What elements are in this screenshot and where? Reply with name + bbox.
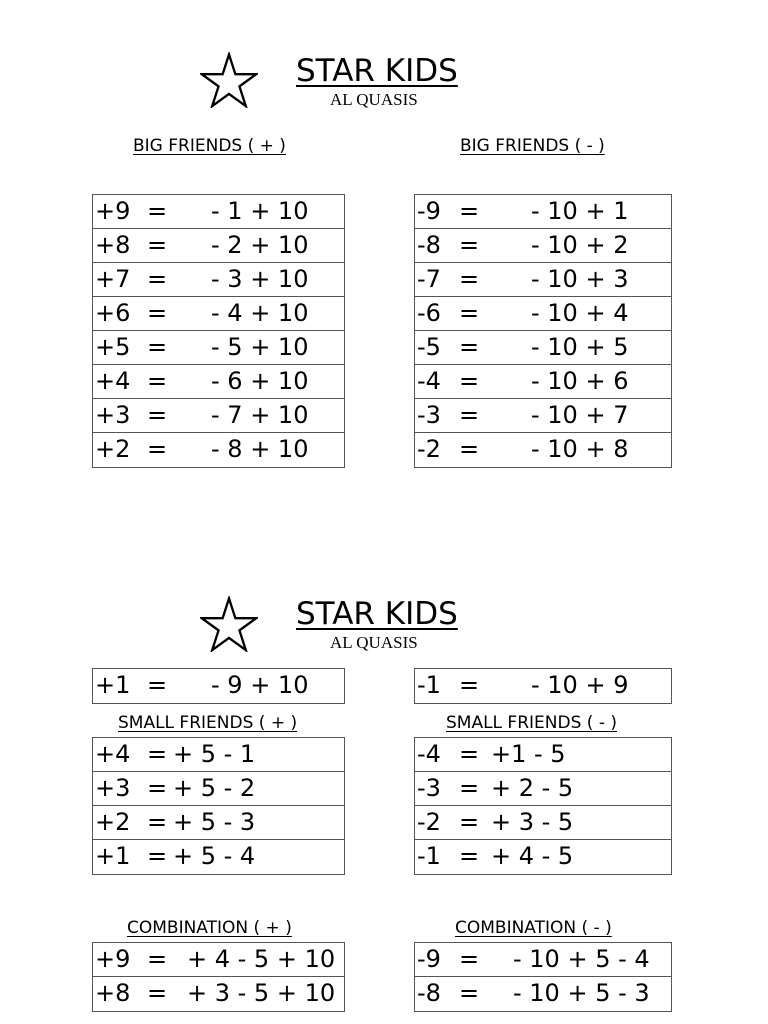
equation-lhs: -9 bbox=[417, 945, 441, 973]
equation-lhs: +1 bbox=[95, 842, 131, 870]
equation-lhs: +4 bbox=[95, 367, 131, 395]
table-row bbox=[93, 365, 344, 399]
equation-rhs: - 6 + 10 bbox=[211, 367, 309, 395]
big-friends-minus-table bbox=[414, 194, 672, 468]
equals-sign: = bbox=[459, 979, 480, 1007]
table-row bbox=[415, 772, 671, 806]
page-title: STAR KIDS bbox=[296, 53, 458, 89]
equation-rhs: - 8 + 10 bbox=[211, 435, 309, 463]
equation-lhs: +9 bbox=[95, 945, 131, 973]
combination-minus-table bbox=[414, 942, 672, 1012]
equals-sign: = bbox=[147, 401, 168, 429]
equation-rhs: - 10 + 5 - 4 bbox=[513, 945, 650, 973]
equation-lhs: +2 bbox=[95, 808, 131, 836]
equals-sign: = bbox=[147, 945, 168, 973]
table-row bbox=[415, 195, 671, 229]
table-row bbox=[415, 365, 671, 399]
star-icon bbox=[200, 596, 258, 652]
big-friends-plus-table bbox=[92, 194, 345, 468]
table-row bbox=[93, 399, 344, 433]
equation-rhs: - 10 + 8 bbox=[531, 435, 629, 463]
equation-rhs: + 5 - 2 bbox=[173, 774, 256, 802]
equation-rhs: + 2 - 5 bbox=[491, 774, 574, 802]
equation-rhs: - 5 + 10 bbox=[211, 333, 309, 361]
equation-lhs: -1 bbox=[417, 842, 441, 870]
table-row bbox=[93, 263, 344, 297]
equals-sign: = bbox=[459, 774, 480, 802]
table-row bbox=[415, 977, 671, 1011]
equals-sign: = bbox=[147, 231, 168, 259]
equation-lhs: -9 bbox=[417, 197, 441, 225]
equals-sign: = bbox=[459, 299, 480, 327]
equation-rhs: - 2 + 10 bbox=[211, 231, 309, 259]
table-row bbox=[93, 772, 344, 806]
equals-sign: = bbox=[147, 808, 168, 836]
table-row bbox=[415, 331, 671, 365]
equals-sign: = bbox=[459, 265, 480, 293]
equation-rhs: - 9 + 10 bbox=[211, 671, 309, 699]
equation-lhs: +9 bbox=[95, 197, 131, 225]
equation-lhs: -4 bbox=[417, 367, 441, 395]
equation-rhs: + 3 - 5 + 10 bbox=[187, 979, 336, 1007]
single-plus-table bbox=[92, 668, 345, 704]
table-row bbox=[415, 738, 671, 772]
combination-minus-heading: COMBINATION ( - ) bbox=[455, 918, 612, 938]
equation-lhs: -1 bbox=[417, 671, 441, 699]
big-friends-minus-heading: BIG FRIENDS ( - ) bbox=[460, 136, 605, 156]
equation-lhs: -3 bbox=[417, 401, 441, 429]
equation-lhs: +8 bbox=[95, 231, 131, 259]
equals-sign: = bbox=[459, 333, 480, 361]
equation-rhs: - 10 + 2 bbox=[531, 231, 629, 259]
equation-rhs: + 4 - 5 + 10 bbox=[187, 945, 336, 973]
equation-rhs: +1 - 5 bbox=[491, 740, 566, 768]
equation-rhs: - 10 + 3 bbox=[531, 265, 629, 293]
table-row bbox=[93, 840, 344, 874]
table-row bbox=[415, 669, 671, 703]
equation-lhs: +4 bbox=[95, 740, 131, 768]
table-row bbox=[415, 840, 671, 874]
equation-lhs: -4 bbox=[417, 740, 441, 768]
combination-plus-heading: COMBINATION ( + ) bbox=[127, 918, 292, 938]
small-friends-minus-table bbox=[414, 737, 672, 875]
equation-lhs: -8 bbox=[417, 979, 441, 1007]
equation-lhs: -7 bbox=[417, 265, 441, 293]
equation-lhs: -8 bbox=[417, 231, 441, 259]
equals-sign: = bbox=[459, 197, 480, 225]
equation-lhs: -6 bbox=[417, 299, 441, 327]
equation-lhs: +8 bbox=[95, 979, 131, 1007]
equation-lhs: +6 bbox=[95, 299, 131, 327]
equals-sign: = bbox=[147, 435, 168, 463]
table-row bbox=[415, 399, 671, 433]
equals-sign: = bbox=[147, 842, 168, 870]
equals-sign: = bbox=[459, 367, 480, 395]
page-subtitle: AL QUASIS bbox=[330, 90, 418, 109]
table-row bbox=[415, 297, 671, 331]
table-row bbox=[415, 433, 671, 467]
table-row bbox=[415, 263, 671, 297]
equals-sign: = bbox=[459, 401, 480, 429]
table-row bbox=[93, 433, 344, 467]
star-icon bbox=[200, 52, 258, 108]
combination-plus-table bbox=[92, 942, 345, 1012]
equation-rhs: - 3 + 10 bbox=[211, 265, 309, 293]
equation-rhs: - 10 + 4 bbox=[531, 299, 629, 327]
equation-rhs: - 4 + 10 bbox=[211, 299, 309, 327]
equation-rhs: - 10 + 1 bbox=[531, 197, 629, 225]
equals-sign: = bbox=[147, 333, 168, 361]
equation-lhs: +5 bbox=[95, 333, 131, 361]
equation-lhs: +3 bbox=[95, 774, 131, 802]
single-minus-table bbox=[414, 668, 672, 704]
big-friends-plus-heading: BIG FRIENDS ( + ) bbox=[133, 136, 286, 156]
equation-rhs: - 10 + 6 bbox=[531, 367, 629, 395]
equals-sign: = bbox=[459, 231, 480, 259]
table-row bbox=[93, 669, 344, 703]
equation-rhs: + 3 - 5 bbox=[491, 808, 574, 836]
equals-sign: = bbox=[459, 945, 480, 973]
equation-lhs: +2 bbox=[95, 435, 131, 463]
equals-sign: = bbox=[459, 671, 480, 699]
equals-sign: = bbox=[147, 299, 168, 327]
table-row bbox=[415, 806, 671, 840]
equation-rhs: - 1 + 10 bbox=[211, 197, 309, 225]
equation-lhs: +1 bbox=[95, 671, 131, 699]
table-row bbox=[93, 195, 344, 229]
table-row bbox=[93, 977, 344, 1011]
equals-sign: = bbox=[147, 265, 168, 293]
equals-sign: = bbox=[147, 774, 168, 802]
page-subtitle: AL QUASIS bbox=[330, 633, 418, 652]
equation-lhs: -2 bbox=[417, 808, 441, 836]
table-row bbox=[93, 806, 344, 840]
small-friends-plus-table bbox=[92, 737, 345, 875]
equation-rhs: + 4 - 5 bbox=[491, 842, 574, 870]
page-title: STAR KIDS bbox=[296, 596, 458, 632]
equation-rhs: + 5 - 3 bbox=[173, 808, 256, 836]
equation-lhs: -2 bbox=[417, 435, 441, 463]
table-row bbox=[93, 297, 344, 331]
small-friends-minus-heading: SMALL FRIENDS ( - ) bbox=[446, 713, 617, 733]
equals-sign: = bbox=[147, 979, 168, 1007]
table-row bbox=[93, 943, 344, 977]
equals-sign: = bbox=[459, 740, 480, 768]
equals-sign: = bbox=[459, 842, 480, 870]
equals-sign: = bbox=[147, 197, 168, 225]
table-row bbox=[93, 331, 344, 365]
equals-sign: = bbox=[459, 435, 480, 463]
equation-lhs: -5 bbox=[417, 333, 441, 361]
equation-lhs: -3 bbox=[417, 774, 441, 802]
table-row bbox=[415, 943, 671, 977]
equation-lhs: +7 bbox=[95, 265, 131, 293]
equation-lhs: +3 bbox=[95, 401, 131, 429]
equation-rhs: - 10 + 9 bbox=[531, 671, 629, 699]
equation-rhs: - 10 + 5 - 3 bbox=[513, 979, 650, 1007]
equals-sign: = bbox=[147, 367, 168, 395]
equals-sign: = bbox=[459, 808, 480, 836]
equation-rhs: - 10 + 5 bbox=[531, 333, 629, 361]
equation-rhs: + 5 - 1 bbox=[173, 740, 256, 768]
table-row bbox=[93, 738, 344, 772]
small-friends-plus-heading: SMALL FRIENDS ( + ) bbox=[118, 713, 298, 733]
equation-rhs: - 10 + 7 bbox=[531, 401, 629, 429]
table-row bbox=[93, 229, 344, 263]
table-row bbox=[415, 229, 671, 263]
equation-rhs: - 7 + 10 bbox=[211, 401, 309, 429]
equals-sign: = bbox=[147, 740, 168, 768]
equals-sign: = bbox=[147, 671, 168, 699]
equation-rhs: + 5 - 4 bbox=[173, 842, 256, 870]
